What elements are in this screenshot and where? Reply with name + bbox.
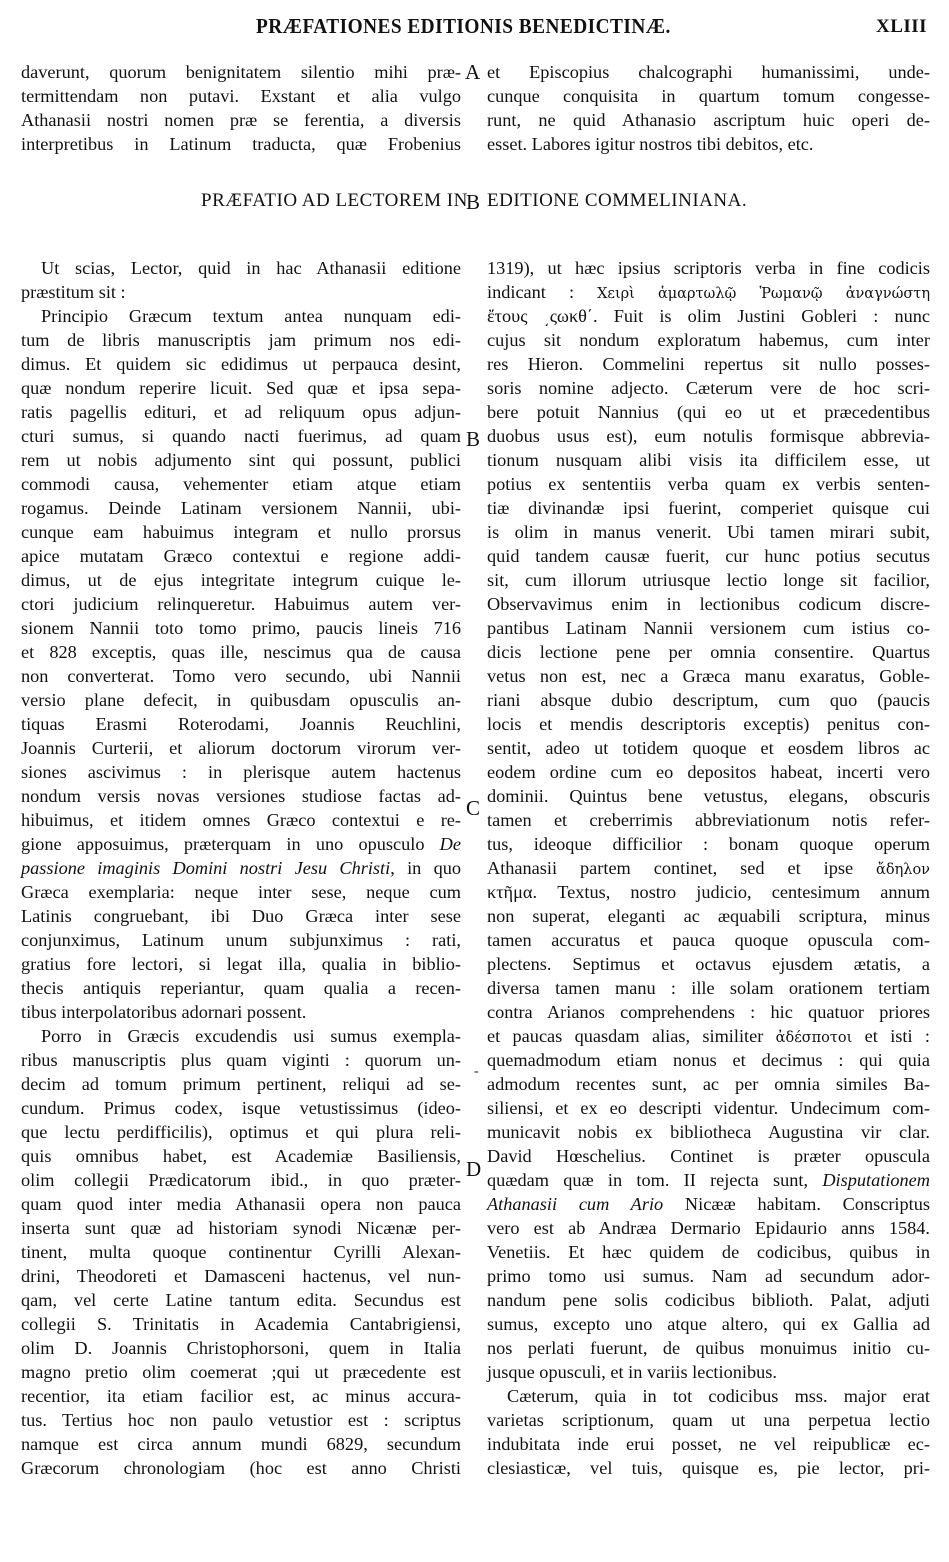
text-line: vero est ab Andræa Dermario Epidaurio anns 1584. — [487, 1218, 930, 1238]
text-line: vetus non est, nec a Græca manu exaratus, Goble- — [487, 666, 930, 686]
text-line: ἔτους ͵ςωκθ΄. Fuit is olim Justini Gobleri : nunc — [487, 306, 930, 326]
text-line: termittendam non putavi. Exstant et alia vulgo — [21, 86, 461, 106]
margin-letter-c: C — [466, 796, 481, 820]
text-line: quis omnibus habet, est Academiæ Basiliensis, — [21, 1146, 461, 1166]
text-line: res Hieron. Commelini repertus sit nullo posses- — [487, 354, 930, 374]
text-line: municavit nobis ex bibliotheca Augustina vir clar. — [487, 1122, 930, 1142]
text-line: inserta sunt quæ ad historiam synodi Nicænæ per- — [21, 1218, 461, 1238]
text-line — [487, 280, 930, 304]
margin-letter-d: D — [466, 1157, 482, 1181]
text-line: dominii. Quintus bene vetustus, elegans, obscuris — [487, 786, 930, 806]
text-line: magno pretio olim coemerat ;qui ut præcedente est — [21, 1362, 461, 1382]
text-line: tamen et creberrimis abbreviationum notis refer- — [487, 810, 930, 830]
text-line: plectens. Septimus et octavus ejusdem ætatis, a — [487, 954, 930, 974]
text-line: soris nomine adjecto. Cæterum vere de hoc scri- — [487, 378, 930, 398]
text-line: ribus manuscriptis plus quam viginti : quorum un- — [21, 1050, 461, 1070]
text-line: bere potuit Nannius (qui eo ut et præcedentibus — [487, 402, 930, 422]
text-line: sentit, adeo ut totidem quoque et eosdem libros ac — [487, 738, 930, 758]
page-number: XLIII — [876, 16, 928, 37]
text-line: dicis lectione pene per omnia consentire. Quartus — [487, 642, 930, 662]
text-line: decim ad tomum primum pertinent, reliqui ad se- — [21, 1074, 461, 1094]
text-line: commodi causa, vehementer etiam atque etiam — [21, 474, 461, 494]
margin-mark: - — [474, 1064, 479, 1079]
text-line: præstitum sit : — [21, 282, 126, 302]
text-line: non superat, eleganti ac æquabili scriptura, minus — [487, 906, 930, 926]
text-line: Cæterum, quia in tot codicibus mss. major erat — [507, 1386, 930, 1406]
text-line-part: Nicææ habitam. Conscriptus — [663, 1194, 930, 1214]
text-line: nandum pene solis codicibus biblioth. Palat, adjuti — [487, 1290, 930, 1310]
text-line — [487, 1024, 930, 1048]
text-line: tionum nusquam alibi visis ita difficilem esse, ut — [487, 450, 930, 470]
text-line: pantibus Latinam Nannii versionem cum istius co- — [487, 618, 930, 638]
text-line: Latinis congruebant, ibi Duo Græca inter sese — [21, 906, 461, 926]
text-line: clesiasticæ, vel tuis, quisque es, pie lector, pri- — [487, 1458, 930, 1478]
text-line: dimus, ut de ejus integritate integrum cuique le- — [21, 570, 461, 590]
running-head — [0, 14, 949, 44]
text-line-part: et paucas quasdam alias, similiter — [487, 1026, 776, 1046]
text-line: tiquas Erasmi Roterodami, Joannis Reuchlini, — [21, 714, 461, 734]
text-line: que lectu perdifficilis), optimus et qui plura reli- — [21, 1122, 461, 1142]
italic-title: Athanasii cum Ario — [487, 1194, 664, 1214]
text-line: indubitata inde erui posset, ne vel reipublicæ ec- — [487, 1434, 930, 1454]
text-line: rem ut nobis adjumento sint qui possunt, publici — [21, 450, 461, 470]
text-line: passione imaginis Domini nostri Jesu Christi, in quo — [21, 858, 461, 878]
text-line: ctori judicium relinqueretur. Habuimus autem ver- — [21, 594, 461, 614]
text-line: gratius fore lectori, si legat illa, qualia in biblio- — [21, 954, 461, 974]
text-line: quemadmodum etiam nonus et decimus : qui quia — [487, 1050, 930, 1070]
text-line: daverunt, quorum benignitatem silentio mihi præ- — [21, 62, 461, 82]
text-line: Athanasii nostri nomen præ se ferentia, a diversis — [21, 110, 461, 130]
margin-letter-b-title: B — [466, 190, 481, 214]
text-line: Ut scias, Lector, quid in hac Athanasii editione — [41, 258, 461, 278]
text-line: olim D. Joannis Christophorsoni, quem in Italia — [21, 1338, 461, 1358]
text-line: Porro in Græcis excudendis usi sumus exempla- — [41, 1026, 461, 1046]
text-line: recentior, ita etiam facilior est, ac minus accura- — [21, 1386, 461, 1406]
text-line: David Hœschelius. Continet is præter opuscula — [487, 1146, 930, 1166]
text-line: thecis antiquis reperiantur, quam qualia a recen- — [21, 978, 461, 998]
text-line: cundum. Primus codex, isque vetustissimus (ideo- — [21, 1098, 461, 1118]
text-line: potius ex sententiis verba quam ex verbis senten- — [487, 474, 930, 494]
left-column — [21, 256, 461, 1480]
text-line: conjunximus, Latinum unum subjunximus : rati, — [21, 930, 461, 950]
text-line: tum de libris manuscriptis jam primum nos edi- — [21, 330, 461, 350]
text-line: et Episcopius chalcographi humanissimi, unde- — [487, 62, 930, 82]
text-line: contra Arianos comprehendens : hic quatuor priores — [487, 1002, 930, 1022]
text-line: collegii S. Trinitatis in Academia Cantabrigiensi, — [21, 1314, 461, 1334]
text-line: namque est circa annum mundi 6829, secundum — [21, 1434, 461, 1454]
text-line: tiæ divinandæ ipsi fuerint, comperiet quisque cui — [487, 498, 930, 518]
greek-signature: Χειρὶ ἁμαρτωλῷ Ῥωμανῷ ἀναγνώστη — [597, 286, 930, 302]
text-line: primo tomo usi sumus. Nam ad secundum ador- — [487, 1266, 930, 1286]
running-head-title: PRÆFATIONES EDITIONIS BENEDICTINÆ. — [256, 14, 671, 38]
text-line-part: Athanasii partem continet, sed et ipse — [487, 858, 877, 878]
text-line: Observavimus enim in lectionibus codicum discre- — [487, 594, 930, 614]
right-column — [487, 256, 930, 1480]
text-line: siliensi, et ex eo descripti videntur. Undecimum com- — [487, 1098, 930, 1118]
text-line-part: et isti : — [852, 1026, 930, 1046]
text-line: hibuimus, et itidem omnes Græco contextui e re- — [21, 810, 461, 830]
text-line: drini, Theodoreti et Damasceni hactenus, vel nun- — [21, 1266, 461, 1286]
text-line: Græcorum chronologiam (hoc est anno Christi — [21, 1458, 461, 1478]
text-line: sumus, excepto uno atque altero, qui ex Gallia ad — [487, 1314, 930, 1334]
text-line: κτῆμα. Textus, nostro judicio, centesimum annum — [487, 882, 930, 902]
text-line: apice mutatam Græco contextui e regione addi- — [21, 546, 461, 566]
text-line: 1319), ut hæc ipsius scriptoris verba in fine codicis — [487, 258, 930, 278]
text-line: riani absque dubio descriptum, cum quo (paucis — [487, 690, 930, 710]
text-line: Joannis Curterii, et aliorum doctorum virorum ver- — [21, 738, 461, 758]
text-line — [21, 832, 461, 856]
text-line — [487, 1192, 930, 1216]
text-line: sit, cum illorum utriusque lectio longe sit facilior, — [487, 570, 930, 590]
text-line: cunque eam habuimus integram et nullo prorsus — [21, 522, 461, 542]
text-line — [487, 856, 930, 880]
text-line: tamen accuratus et pauca quoque opuscula com- — [487, 930, 930, 950]
section-title-left: PRÆFATIO AD LECTOREM IN — [201, 190, 468, 211]
text-line: tibus interpolatoribus adornari possent. — [21, 1002, 307, 1022]
text-line: dimus. Et quidem sic edidimus ut perpauca desint, — [21, 354, 461, 374]
text-line: Principio Græcum textum antea nunquam edi- — [41, 306, 461, 326]
text-line: sionem Nannii toto tomo primo, paucis lineis 716 — [21, 618, 461, 638]
text-line: versio plane defecit, in quibusdam opusculis an- — [21, 690, 461, 710]
text-line: interpretibus in Latinum traducta, quæ Frobenius — [21, 134, 461, 154]
margin-letter-a: A — [465, 60, 481, 84]
text-line: Venetiis. Et hæc quidem de codicibus, quibus in — [487, 1242, 930, 1262]
text-line-part: indicant : — [487, 282, 598, 302]
text-line: tus, ideoque difficilior : bonam quoque operum — [487, 834, 930, 854]
text-line-part: quædam quæ in tom. II rejecta sunt, — [487, 1170, 823, 1190]
text-line: nos perlati fuerunt, de quibus monuimus initio cu- — [487, 1338, 930, 1358]
italic-title-start: De — [439, 834, 461, 854]
text-line: cturi sumus, si quando nacti fuerimus, ad quam — [21, 426, 461, 446]
text-line: jusque opusculi, et in variis lectionibus. — [487, 1362, 777, 1382]
text-line: siones ascivimus : in plerisque autem hactenus — [21, 762, 461, 782]
text-line: varietas scriptionum, quam ut una perpetua lectio — [487, 1410, 930, 1430]
text-line: tinent, multa quoque continentur Cyrilli Alexan- — [21, 1242, 461, 1262]
text-line: olim collegii Prædicatorum ibid., in quo præter- — [21, 1170, 461, 1190]
text-line: ratis pagellis edituri, et ad reliquum opus adjun- — [21, 402, 461, 422]
text-line: quæ nondum reperire licuit. Sed quæ et ipsa sepa- — [21, 378, 461, 398]
text-line: diversa tamen manu : ille solam orationem tertiam — [487, 978, 930, 998]
section-title-right: EDITIONE COMMELINIANA. — [487, 190, 748, 211]
text-line: locis et mendis descriptoris exceptis) penitus con- — [487, 714, 930, 734]
text-line-part: gione apposuimus, præterquam in uno opusculo — [21, 834, 425, 854]
text-line: nondum versis novas versiones studiose factas ad- — [21, 786, 461, 806]
text-line: quid tandem causæ fuerit, cur hunc potius secutus — [487, 546, 930, 566]
text-line: cujus sit nondum exploratum habemus, cum inter — [487, 330, 930, 350]
text-line: et 828 exceptis, quas ille, nescimus qua de causa — [21, 642, 461, 662]
italic-title: passione imaginis Domini nostri Jesu Christi — [21, 858, 391, 878]
text-line: eodem ordine cum eo depositos habeat, incerti vero — [487, 762, 930, 782]
margin-letter-b: B — [466, 427, 481, 451]
text-line: esset. Labores igitur nostros tibi debitos, etc. — [487, 134, 814, 154]
text-line: is olim in manus venerit. Ubi tamen mirari subit, — [487, 522, 930, 542]
text-line: runt, ne quid Athanasio ascriptum huic operi de- — [487, 110, 930, 130]
text-line: tus. Tertius hoc non paulo vetustior est : scriptus — [21, 1410, 461, 1430]
text-line: admodum recentes sunt, ac per omnia similes Ba- — [487, 1074, 930, 1094]
italic-title: Disputationem — [822, 1170, 930, 1190]
text-line — [487, 1168, 930, 1192]
text-line: Græca exemplaria: neque inter sese, neque cum — [21, 882, 461, 902]
greek-word: ἀδέσποτοι — [775, 1030, 853, 1046]
text-line: quam quod inter media Athanasii opera non pauca — [21, 1194, 461, 1214]
text-line: duobus usus est), eum notulis formisque abbrevia- — [487, 426, 930, 446]
greek-word: ἄδηλον — [876, 862, 930, 878]
top-right-column — [487, 60, 930, 156]
top-left-column — [21, 60, 461, 156]
text-line: cunque conquisita in quartum tomum congesse- — [487, 86, 930, 106]
text-line: rogamus. Deinde Latinam versionem Nannii, ubi- — [21, 498, 461, 518]
text-line: qam, vel certe Latine tantum edita. Secundus est — [21, 1290, 461, 1310]
text-line: non converterat. Tomo vero secundo, ubi Nannii — [21, 666, 461, 686]
